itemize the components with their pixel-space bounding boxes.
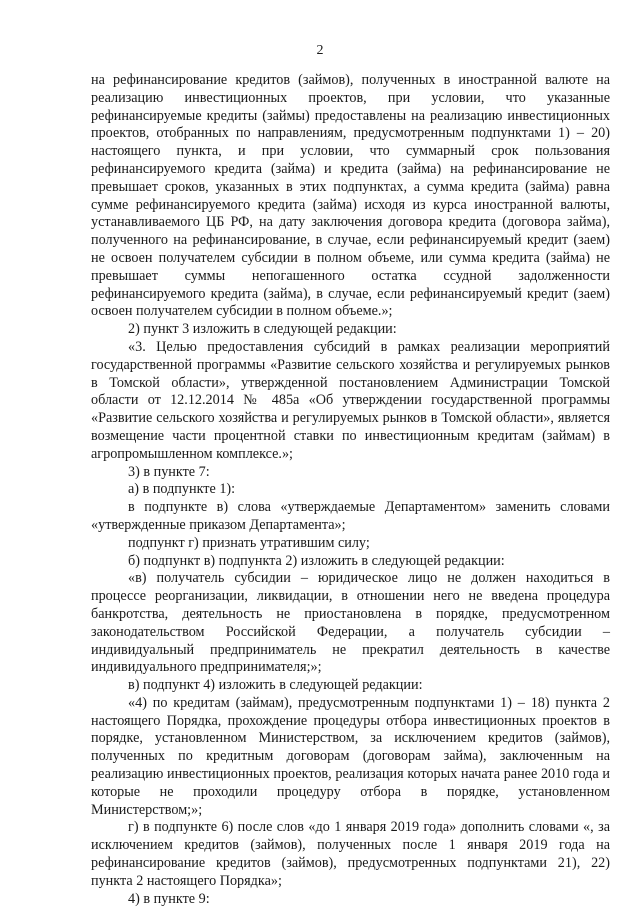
- paragraph: 2) пункт 3 изложить в следующей редакции:: [128, 321, 397, 338]
- paragraph: «3. Целью предоставления субсидий в рамках реализации мероприятий государственной программы «Развитие сельского хозяйства и регулируемых рынков в Томской области», утвержденной постановлением Администрации Томской области от 12.12.2014 № 485а «Об утверждении государственной программы «Развитие сельского хозяйства и регулируемых рынков в Томской области», является возмещение части процентной ставки по инвестиционным кредитам (займам) в агропромышленном комплексе.»;: [91, 338, 610, 462]
- paragraph: 4) в пункте 9:: [128, 890, 210, 907]
- paragraph: а) в подпункте 1):: [128, 481, 236, 498]
- paragraph: г) в подпункте 6) после слов «до 1 января 2019 года» дополнить словами «, за исключением кредитов (займов), полученных после 1 января 2019 года на рефинансирование кредитов (займов), предусмотренных подпунктами 21), 22) пункта 2 настоящего Порядка»;: [91, 819, 610, 889]
- document-body: [91, 72, 610, 908]
- paragraph: в подпункте в) слова «утверждаемые Департаментом» заменить словами «утвержденные приказом Департамента»;: [91, 499, 610, 533]
- paragraph: в) подпункт 4) изложить в следующей редакции:: [128, 677, 423, 694]
- paragraph: 3) в пункте 7:: [128, 463, 210, 480]
- paragraph: подпункт г) признать утратившим силу;: [128, 534, 370, 551]
- paragraph: на рефинансирование кредитов (займов), полученных в иностранной валюте на реализацию инвестиционных проектов, при условии, что указанные рефинансируемые кредиты (займы) предоставлены на реализацию инвестиционных проектов, отобранных по направлениям, предусмотренным подпунктами 1) – 20) настоящего пункта, и при условии, что суммарный срок пользования рефинансируемого кредита (займа) и кредита (займа) на рефинансирование не превышает сроков, указанных в этих подпунктах, а сумма кредита (займа) равна сумме рефинансируемого кредита (займа) исходя из курса иностранной валюты, устанавливаемого ЦБ РФ, на дату заключения договора кредита (договора займа), полученного на рефинансирование, в случае, если рефинансируемый кредит (заем) не освоен получателем субсидии в полном объеме, или сумма кредита (займа) не превышает суммы непогашенного остатка ссудной задолженности рефинансируемого кредита (займа), в случае, если рефинансируемый кредит (заем) освоен получателем субсидии в полном объеме.»;: [91, 72, 610, 320]
- paragraph: «4) по кредитам (займам), предусмотренным подпунктами 1) – 18) пункта 2 настоящего Порядка, прохождение процедуры отбора инвестиционных проектов в порядке, установленном Министерством, за исключением кредитов (займов), полученных по кредитным договорам (договорам займа), заключенным на реализацию инвестиционных проектов, реализация которых начата ранее 2010 года и которые не проходили процедуру отбора в порядке, установленном Министерством;»;: [91, 694, 610, 818]
- page-number: 2: [316, 43, 324, 58]
- paragraph: «в) получатель субсидии – юридическое лицо не должен находиться в процессе реорганизации, ликвидации, в отношении него не введена процедура банкротства, деятельность не приостановлена в порядке, предусмотренном законодательством Российской Федерации, а получатель субсидии – индивидуальный предприниматель не прекратил деятельность в качестве индивидуального предпринимателя;»;: [91, 570, 610, 676]
- paragraph: б) подпункт в) подпункта 2) изложить в следующей редакции:: [128, 552, 505, 569]
